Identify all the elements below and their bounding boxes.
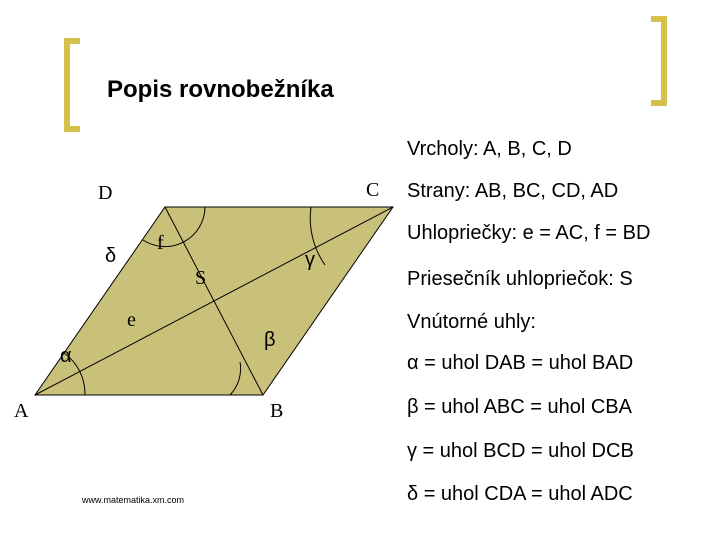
vertex-label-b: B <box>270 400 284 422</box>
info-sides: Strany: AB, BC, CD, AD <box>407 180 619 202</box>
diagonal-label-e: e <box>127 309 136 331</box>
angle-label-alpha: α <box>60 345 72 367</box>
vertex-label-c: C <box>366 179 380 201</box>
angle-label-beta: β <box>264 329 276 351</box>
info-angle-beta: β = uhol ABC = uhol CBA <box>407 396 632 418</box>
info-angle-alpha: α = uhol DAB = uhol BAD <box>407 352 634 374</box>
source-caption: www.matematika.xm.com <box>82 495 185 505</box>
angle-label-delta: δ <box>105 245 117 267</box>
diagonal-label-f: f <box>157 232 164 254</box>
intersection-label-s: S <box>195 267 207 289</box>
page-title: Popis rovnobežníka <box>107 76 334 103</box>
vertex-label-a: A <box>14 400 29 422</box>
vertex-label-d: D <box>98 182 113 204</box>
info-vertices: Vrcholy: A, B, C, D <box>407 138 572 160</box>
info-angles-heading: Vnútorné uhly: <box>407 311 536 333</box>
info-angle-gamma: γ = uhol BCD = uhol DCB <box>407 440 634 462</box>
info-intersection: Priesečník uhlopriečok: S <box>407 268 633 290</box>
info-diagonals: Uhlopriečky: e = AC, f = BD <box>407 222 651 244</box>
angle-label-gamma: γ <box>305 249 315 271</box>
info-angle-delta: δ = uhol CDA = uhol ADC <box>407 483 633 505</box>
